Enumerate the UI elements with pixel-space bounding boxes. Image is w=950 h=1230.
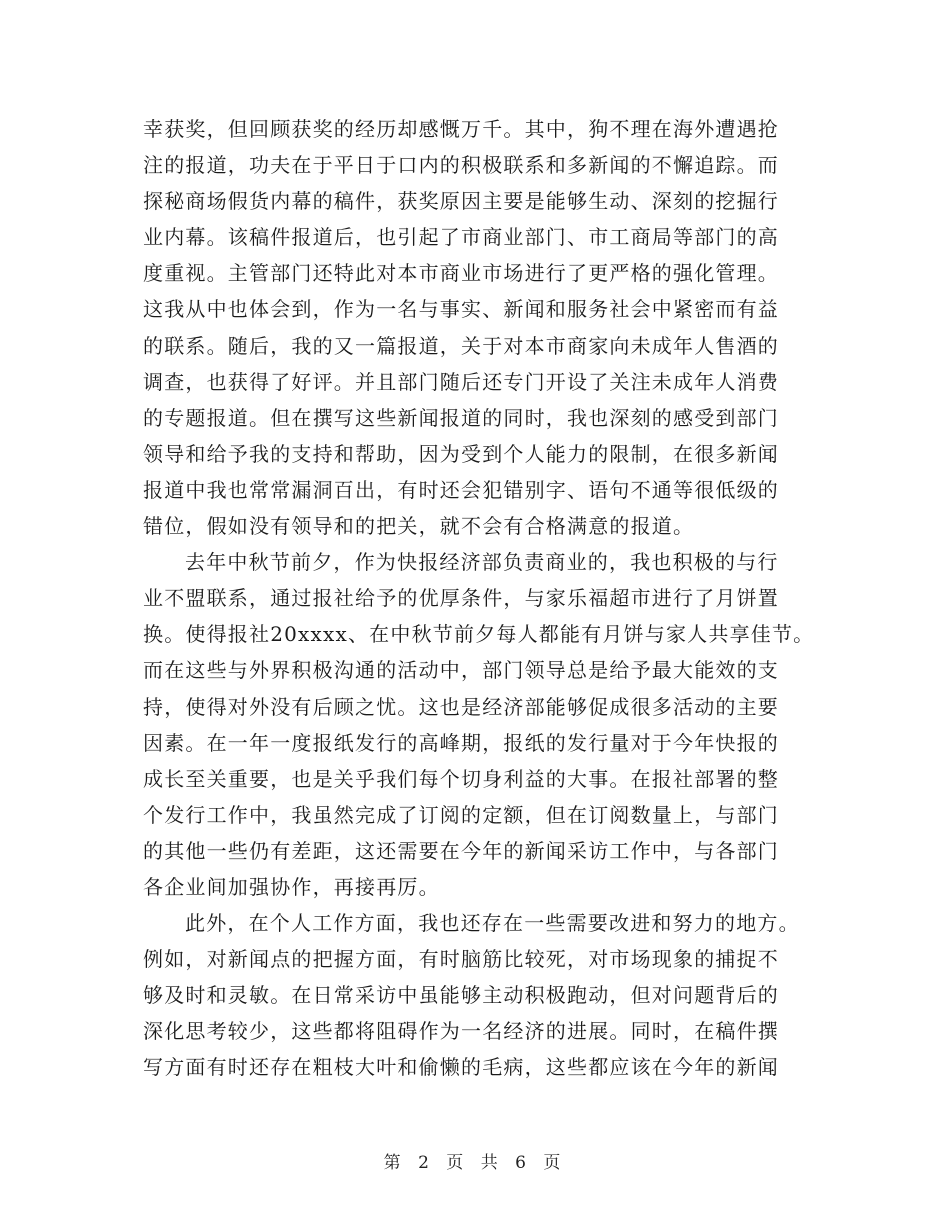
text-line: 例如，对新闻点的把握方面，有时脑筋比较死，对市场现象的捕捉不 bbox=[143, 947, 779, 972]
text-line: 报道中我也常常漏洞百出，有时还会犯错别字、语句不通等很低级的 bbox=[143, 477, 779, 502]
text-line: 去年中秋节前夕，作为快报经济部负责商业的，我也积极的与行 bbox=[185, 550, 779, 575]
text-line: 持，使得对外没有后顾之忧。这也是经济部能够促成很多活动的主要 bbox=[143, 694, 779, 719]
text-line: 因素。在一年一度报纸发行的高峰期，报纸的发行量对于今年快报的 bbox=[143, 730, 779, 755]
text-line: 的其他一些仍有差距，这还需要在今年的新闻采访工作中，与各部门 bbox=[143, 838, 779, 863]
text-line: 的专题报道。但在撰写这些新闻报道的同时，我也深刻的感受到部门 bbox=[143, 405, 779, 430]
text-line: 度重视。主管部门还特此对本市商业市场进行了更严格的强化管理。 bbox=[143, 261, 779, 286]
text-line: 写方面有时还存在粗枝大叶和偷懒的毛病，这些都应该在今年的新闻 bbox=[143, 1055, 779, 1080]
text-line: 而在这些与外界积极沟通的活动中，部门领导总是给予最大能效的支 bbox=[143, 658, 779, 683]
text-line: 领导和给予我的支持和帮助，因为受到个人能力的限制，在很多新闻 bbox=[143, 441, 779, 466]
text-line: 注的报道，功夫在于平日于口内的积极联系和多新闻的不懈追踪。而 bbox=[143, 153, 779, 178]
page-footer: 第 2 页 共 6 页 bbox=[383, 1153, 567, 1173]
text-line: 调查，也获得了好评。并且部门随后还专门开设了关注未成年人消费 bbox=[143, 369, 779, 394]
text-line: 此外，在个人工作方面，我也还存在一些需要改进和努力的地方。 bbox=[185, 911, 800, 936]
text-line: 成长至关重要，也是关乎我们每个切身利益的大事。在报社部署的整 bbox=[143, 766, 779, 791]
text-line: 深化思考较少，这些都将阻碍作为一名经济的进展。同时，在稿件撰 bbox=[143, 1019, 779, 1044]
text-line: 的联系。随后，我的又一篇报道，关于对本市商家向未成年人售酒的 bbox=[143, 333, 779, 358]
text-line: 探秘商场假货内幕的稿件，获奖原因主要是能够生动、深刻的挖掘行 bbox=[143, 189, 779, 214]
text-line: 业不盟联系，通过报社给予的优厚条件，与家乐福超市进行了月饼置 bbox=[143, 586, 779, 611]
text-line: 换。使得报社20xxxx、在中秋节前夕每人都能有月饼与家人共享佳节。 bbox=[143, 622, 815, 647]
text-line: 各企业间加强协作，再接再厉。 bbox=[143, 874, 440, 899]
text-line: 够及时和灵敏。在日常采访中虽能够主动积极跑动，但对问题背后的 bbox=[143, 983, 779, 1008]
text-line: 个发行工作中，我虽然完成了订阅的定额，但在订阅数量上，与部门 bbox=[143, 802, 779, 827]
text-line: 幸获奖，但回顾获奖的经历却感慨万千。其中，狗不理在海外遭遇抢 bbox=[143, 117, 779, 141]
text-line: 业内幕。该稿件报道后，也引起了市商业部门、市工商局等部门的高 bbox=[143, 225, 779, 250]
body-text bbox=[143, 111, 813, 1086]
text-line: 这我从中也体会到，作为一名与事实、新闻和服务社会中紧密而有益 bbox=[143, 297, 779, 322]
text-line: 错位，假如没有领导和的把关，就不会有合格满意的报道。 bbox=[143, 514, 695, 539]
